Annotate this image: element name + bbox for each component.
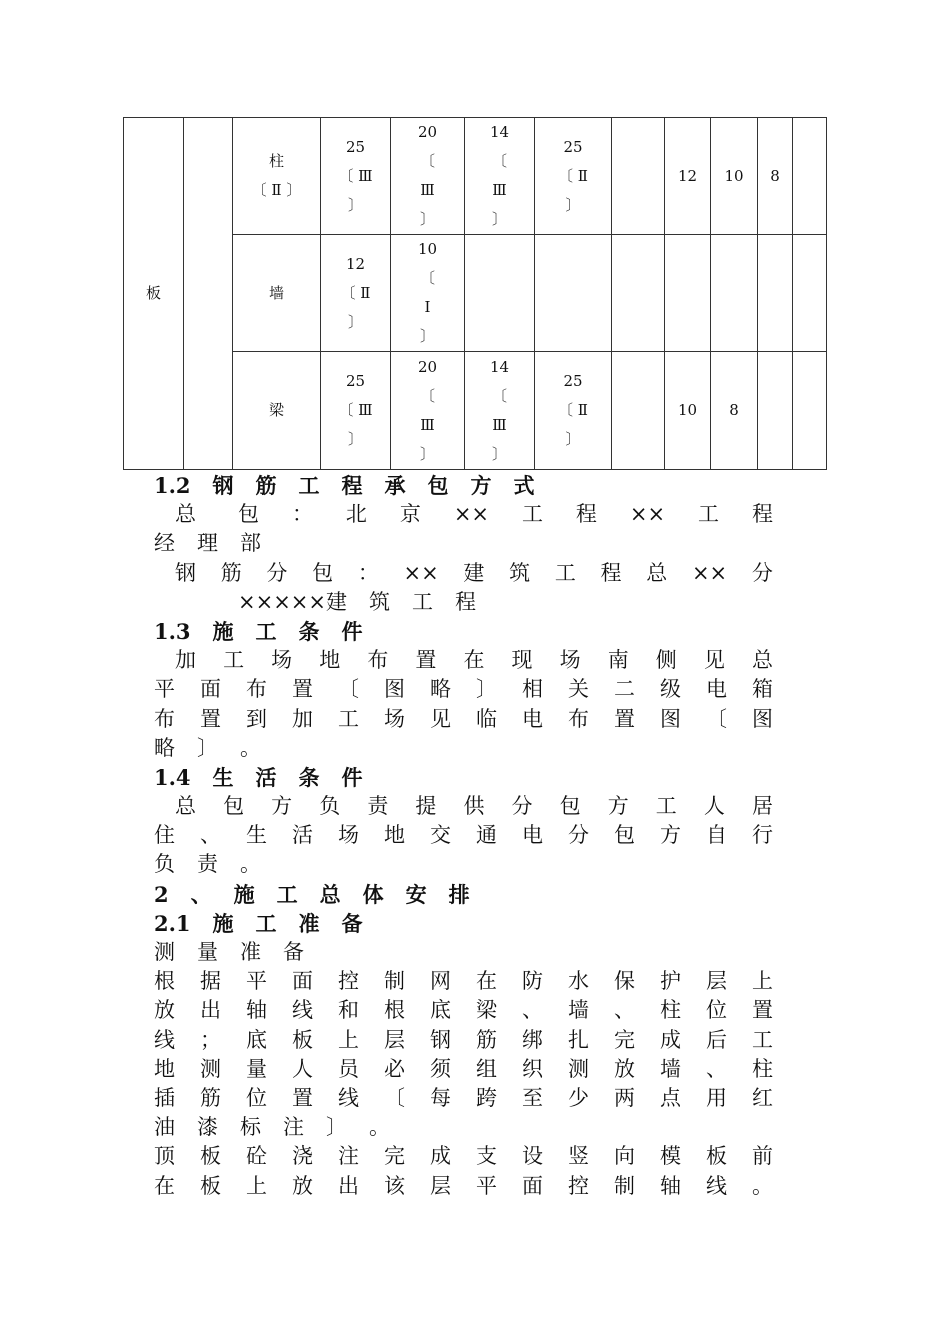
cell-text: 25 [345,372,366,390]
cell-text: 柱 [268,152,284,170]
cell-text: 25 [345,137,366,156]
component-cell [233,235,321,352]
component-cell [233,118,321,235]
text-line: 根 据 平 面 控 制 网 在 防 水 保 护 层 上 [154,969,773,994]
value-cell [612,235,665,352]
text-line: 测 量 准 备 [154,940,304,964]
cell-text: 〕 [347,195,363,214]
text-line: 经 理 部 [154,531,261,556]
text-line: 钢 筋 分 包 ： ×× 建 筑 工 程 总 ×× 分 [154,560,773,585]
cell-text: 〔 [491,386,507,405]
rebar-table [123,117,827,470]
value-cell [535,352,612,470]
empty-cell [184,118,233,470]
text-line: 总 包 方 负 责 提 供 分 包 方 工 人 居 [154,794,773,819]
section-heading: 1.4 生 活 条 件 [154,764,363,790]
cell-text: 梁 [268,401,284,419]
text-line: 线 ； 底 板 上 层 钢 筋 绑 扎 完 成 后 工 [154,1027,773,1052]
text-line: 布 置 到 加 工 场 见 临 电 布 置 图 〔 图 [154,706,773,731]
value-cell: 8 [758,118,793,235]
value-cell: 10 [665,352,711,470]
cell-text: 〕 [347,430,363,448]
value-cell [465,352,535,470]
text-line: 加 工 场 地 布 置 在 现 场 南 侧 见 总 [154,648,773,673]
value-cell [321,235,391,352]
cell-text: 〕 [565,430,581,448]
cell-text: 墙 [268,283,284,302]
cell-text: 〕 [347,312,363,331]
value-cell: 8 [711,352,758,470]
cell-text: 〔 [419,152,435,170]
section-heading: 1.2 钢 筋 工 程 承 包 方 式 [154,473,535,498]
cell-text: 〕 [419,210,435,228]
cell-text: 〔 Ⅱ [340,283,371,302]
table-row [124,118,827,235]
value-cell [465,235,535,352]
value-cell [535,118,612,235]
cell-text: 〔 Ⅱ [558,166,588,185]
text-line: ×××××建 筑 工 程 [154,589,476,614]
body-text [154,471,773,1201]
cell-text: 〔 Ⅱ 〕 [251,181,302,199]
value-cell [612,118,665,235]
text-line: 总 包 ： 北 京 ×× 工 程 ×× 工 程 [154,502,773,527]
cell-text: 〔 [419,269,435,287]
value-cell: 10 [711,118,758,235]
value-cell [793,118,827,235]
section-heading: 2 、 施 工 总 体 安 排 [154,881,470,907]
cell-text: 〔 [419,386,435,405]
cell-text: 〕 [419,444,435,463]
value-cell [391,235,465,352]
text-line: 在 板 上 放 出 该 层 平 面 控 制 轴 线 。 [154,1173,773,1198]
cell-text: 25 [563,137,583,156]
cell-text: 〔 Ⅲ [338,166,373,185]
text-line: 住 、 生 活 场 地 交 通 电 分 包 方 自 行 [154,823,773,848]
value-cell: 12 [665,118,711,235]
text-line: 油 漆 标 注 〕 。 [154,1115,390,1140]
cell-text: 10 [417,240,438,258]
value-cell [465,118,535,235]
cell-text: 〕 [491,444,507,463]
cell-text: Ⅰ [424,298,431,316]
cell-text: 〔 Ⅲ [338,401,373,419]
value-cell [321,352,391,470]
value-cell [321,118,391,235]
cell-text: Ⅲ [492,415,507,434]
text-line: 放 出 轴 线 和 根 底 梁 、 墙 、 柱 位 置 [154,998,773,1023]
value-cell [758,352,793,470]
value-cell [391,118,465,235]
value-cell [758,235,793,352]
value-cell [391,352,465,470]
text-line: 插 筋 位 置 线 〔 每 跨 至 少 两 点 用 红 [154,1085,773,1110]
text-line: 略 〕 。 [154,735,261,760]
cell-text: Ⅲ [420,181,435,199]
text-line: 地 测 量 人 员 必 须 组 织 测 放 墙 、 柱 [154,1056,773,1081]
cell-text: 〕 [419,327,435,345]
value-cell [711,235,758,352]
section-heading: 2.1 施 工 准 备 [154,910,363,936]
section-heading: 1.3 施 工 条 件 [154,618,363,644]
cell-text: Ⅲ [420,415,435,434]
cell-text: Ⅲ [492,181,507,199]
cell-text: 20 [417,357,438,376]
row-label-cell: 板 [124,118,184,470]
cell-text: 〔 [491,152,507,170]
value-cell [793,352,827,470]
cell-text: 14 [489,357,510,376]
text-line: 顶 板 砼 浇 注 完 成 支 设 竖 向 模 板 前 [154,1144,773,1169]
cell-text: 14 [489,123,510,141]
value-cell [793,235,827,352]
cell-text: 20 [417,123,438,141]
cell-text: 12 [345,254,366,273]
component-cell [233,352,321,470]
value-cell [612,352,665,470]
cell-text: 25 [563,372,583,390]
cell-text: 〔 Ⅱ [558,401,588,419]
text-line: 平 面 布 置 〔 图 略 〕 相 关 二 级 电 箱 [154,677,773,702]
text-line: 负 责 。 [154,852,261,877]
value-cell [665,235,711,352]
cell-text: 〕 [491,210,507,228]
value-cell [535,235,612,352]
cell-text: 〕 [565,195,581,214]
